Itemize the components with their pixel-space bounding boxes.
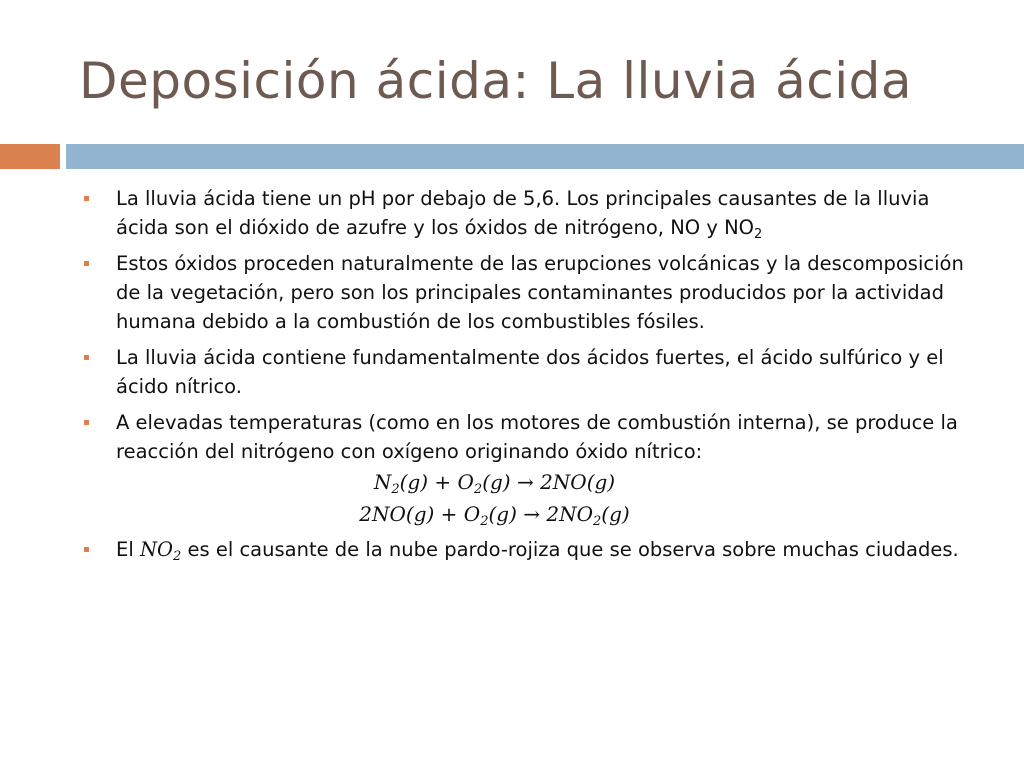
slide-title: Deposición ácida: La lluvia ácida bbox=[79, 52, 913, 110]
formula-no2: $NO_2$ bbox=[139, 538, 182, 564]
bullet-list bbox=[82, 184, 982, 571]
bullet-text: La lluvia ácida tiene un pH por debajo de 5,6. Los principales causantes de la lluvia ácida son el dióxido de azufre y los óxidos de nitrógeno, NO y NO bbox=[116, 187, 930, 239]
equation-1: $N_2(g) + O_2(g) \to 2NO(g)$ bbox=[373, 470, 616, 497]
accent-bar-blue bbox=[66, 144, 1024, 169]
square-bullet-icon bbox=[84, 196, 89, 201]
bullet-text: Estos óxidos proceden naturalmente de las erupciones volcánicas y la descomposición de la vegetación, pero son los principales contaminantes producidos por la actividad humana debido a la combustión de los combustibles fósiles. bbox=[116, 252, 964, 333]
equation-2: $2NO(g) + O_2(g) \to 2NO_2(g)$ bbox=[359, 502, 630, 529]
equations-block bbox=[116, 466, 982, 530]
square-bullet-icon bbox=[84, 355, 89, 360]
square-bullet-icon bbox=[84, 547, 89, 552]
bullet-item-no2-cloud bbox=[82, 535, 982, 564]
bullet-text: La lluvia ácida contiene fundamentalmente dos ácidos fuertes, el ácido sulfúrico y el ácido nítrico. bbox=[116, 346, 944, 398]
bullet-item-oxides-origin bbox=[82, 249, 982, 336]
bullet-item-reaction bbox=[82, 408, 982, 530]
subscript: 2 bbox=[754, 227, 763, 242]
bullet-text: A elevadas temperaturas (como en los motores de combustión interna), se produce la reacción del nitrógeno con oxígeno originando óxido nítrico: bbox=[116, 411, 958, 463]
bullet-item-ph bbox=[82, 184, 982, 242]
bullet-text-start: El bbox=[116, 538, 140, 561]
bullet-item-strong-acids bbox=[82, 343, 982, 401]
square-bullet-icon bbox=[84, 261, 89, 266]
accent-bar-orange bbox=[0, 144, 60, 169]
bullet-text-end: es el causante de la nube pardo-rojiza que se observa sobre muchas ciudades. bbox=[181, 538, 959, 561]
square-bullet-icon bbox=[84, 420, 89, 425]
